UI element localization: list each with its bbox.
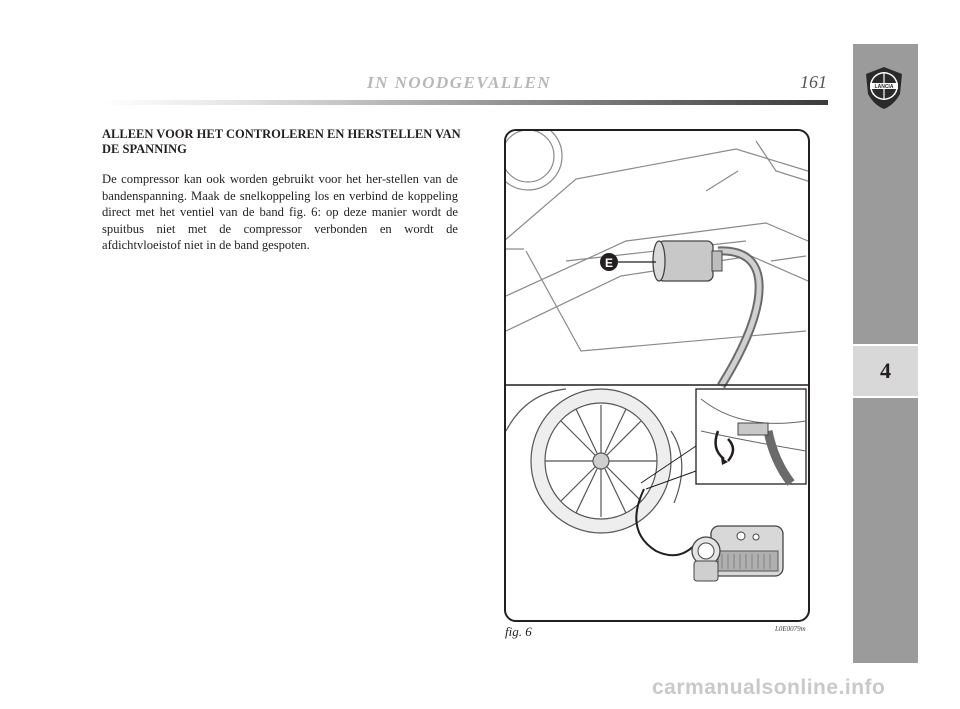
page-number: 161 (800, 72, 827, 92)
page-header-title: IN NOODGEVALLEN (367, 73, 552, 92)
lancia-logo-icon (864, 66, 904, 110)
figure-illustration (504, 129, 810, 622)
section-body-text: De compressor kan ook worden gebruikt voor het her-stellen van de bandenspanning. Maak de snelkoppeling los en verbind de koppeling direct met het ventiel van de band fig. 6: op deze manier wordt de spuitbus niet met de compressor verbonden en wordt de afdichtvloeistof niet in de band gespoten. (102, 172, 458, 252)
logo-text: LANCIA (874, 84, 894, 90)
callout-label-e: E (604, 256, 614, 270)
section-heading: ALLEEN VOOR HET CONTROLEREN EN HERSTELLEN VAN DE SPANNING (102, 127, 461, 156)
figure-caption: fig. 6 (505, 624, 532, 639)
chapter-number: 4 (853, 344, 918, 398)
watermark: carmanualsonline.info (652, 676, 886, 699)
figure-code: L0E0079m (775, 625, 806, 633)
header-divider (100, 100, 828, 105)
